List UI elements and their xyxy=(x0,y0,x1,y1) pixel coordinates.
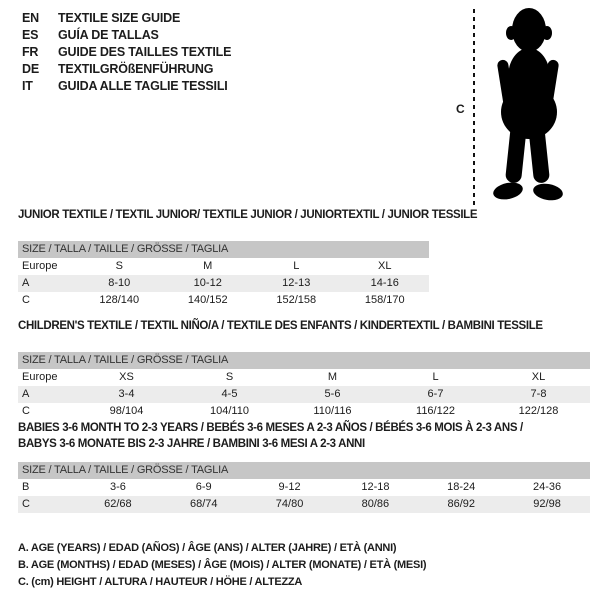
table-cell: 7-8 xyxy=(530,388,547,400)
table-cell: 80/86 xyxy=(361,498,390,510)
footnote-item: A. AGE (YEARS) / EDAD (AÑOS) / ÂGE (ANS) / ALTER (JAHRE) / ETÀ (ANNI) xyxy=(18,542,397,554)
table-title-line: BABYS 3-6 MONATE BIS 2-3 JAHRE / BAMBINI 3-6 MESI A 2-3 ANNI xyxy=(18,438,365,450)
size-table-children xyxy=(18,318,590,420)
table-cell: S xyxy=(115,260,123,272)
table-cell: 5-6 xyxy=(324,388,341,400)
language-title: TEXTILE SIZE GUIDE xyxy=(58,11,181,25)
table-cell: 18-24 xyxy=(447,481,476,493)
row-label: A xyxy=(22,388,30,400)
table-title-line: CHILDREN'S TEXTILE / TEXTIL NIÑO/A / TEXTILE DES ENFANTS / KINDERTEXTIL / BAMBINI TESSILE xyxy=(18,320,543,332)
language-title: GUIDE DES TAILLES TEXTILE xyxy=(58,45,232,59)
table-cell: S xyxy=(225,371,234,383)
table-cell: 98/104 xyxy=(109,405,144,417)
footnote-item: B. AGE (MONTHS) / EDAD (MESES) / ÂGE (MOIS) / ALTER (MONATE) / ETÀ (MESI) xyxy=(18,559,427,571)
table-cell: 74/80 xyxy=(275,498,304,510)
table-cell: 8-10 xyxy=(108,277,131,289)
table-cell: 3-4 xyxy=(118,388,135,400)
table-rows xyxy=(18,369,590,420)
table-title-line: BABIES 3-6 MONTH TO 2-3 YEARS / BEBÉS 3-6 MESES A 2-3 AÑOS / BÉBÉS 3-6 MOIS À 2-3 ANS / xyxy=(18,422,523,434)
table-row xyxy=(18,403,590,420)
table-cell: L xyxy=(432,371,439,383)
language-title: GUIDA ALLE TAGLIE TESSILI xyxy=(58,79,228,93)
row-label: C xyxy=(22,405,30,417)
table-cell: 122/128 xyxy=(518,405,559,417)
table-title xyxy=(18,207,478,223)
table-rows xyxy=(18,258,429,309)
language-row xyxy=(22,10,231,27)
table-cell: 62/68 xyxy=(104,498,132,510)
table-cell: 24-36 xyxy=(532,481,562,493)
table-row xyxy=(18,386,590,403)
toddler-silhouette-icon xyxy=(484,5,572,210)
size-table-junior xyxy=(18,207,478,309)
table-title xyxy=(18,420,590,452)
table-title-line: JUNIOR TEXTILE / TEXTIL JUNIOR/ TEXTILE JUNIOR / JUNIORTEXTIL / JUNIOR TESSILE xyxy=(18,209,478,221)
table-row xyxy=(18,369,590,386)
table-cell: L xyxy=(293,260,300,272)
size-header-bar: SIZE / TALLA / TAILLE / GRÖSSE / TAGLIA xyxy=(18,241,429,258)
size-header-bar: SIZE / TALLA / TAILLE / GRÖSSE / TAGLIA xyxy=(18,352,590,369)
language-title-list xyxy=(22,10,231,95)
footnote-list xyxy=(18,540,426,591)
height-dashed-line xyxy=(473,9,475,209)
table-cell: 128/140 xyxy=(99,294,140,306)
table-cell: 6-9 xyxy=(195,481,212,493)
table-cell: M xyxy=(327,371,338,383)
table-row xyxy=(18,496,590,513)
table-cell: XL xyxy=(531,371,546,383)
row-label: A xyxy=(22,277,30,289)
language-code: IT xyxy=(22,79,33,93)
language-row xyxy=(22,27,231,44)
row-label: B xyxy=(22,481,30,493)
language-code: EN xyxy=(22,11,39,25)
table-row xyxy=(18,275,429,292)
table-cell: 14-16 xyxy=(370,277,399,289)
table-cell: XS xyxy=(119,371,134,383)
table-rows xyxy=(18,479,590,513)
height-figure xyxy=(456,4,590,216)
table-cell: 3-6 xyxy=(109,481,126,493)
size-table-babies xyxy=(18,420,590,513)
table-row xyxy=(18,292,429,309)
table-cell: 10-12 xyxy=(193,277,222,289)
table-title xyxy=(18,318,590,334)
table-cell: 68/74 xyxy=(189,498,218,510)
table-cell: M xyxy=(203,260,213,272)
table-cell: 158/170 xyxy=(364,294,405,306)
table-cell: XL xyxy=(378,260,392,272)
row-label: Europe xyxy=(22,371,58,383)
language-row xyxy=(22,44,231,61)
row-label: C xyxy=(22,498,30,510)
language-row xyxy=(22,61,231,78)
table-cell: 86/92 xyxy=(447,498,475,510)
language-title: TEXTILGRÖßENFÜHRUNG xyxy=(58,62,214,76)
language-title: GUÍA DE TALLAS xyxy=(58,28,159,42)
footnote-item: C. (cm) HEIGHT / ALTURA / HAUTEUR / HÖHE / ALTEZZA xyxy=(18,576,303,588)
table-cell: 104/110 xyxy=(210,405,249,417)
table-row xyxy=(18,479,590,496)
table-cell: 9-12 xyxy=(278,481,301,493)
language-code: DE xyxy=(22,62,39,76)
size-header-bar: SIZE / TALLA / TAILLE / GRÖSSE / TAGLIA xyxy=(18,462,590,479)
table-row xyxy=(18,258,429,275)
table-cell: 116/122 xyxy=(416,405,455,417)
height-c-label: C xyxy=(456,102,465,116)
row-label: Europe xyxy=(22,260,58,272)
table-cell: 4-5 xyxy=(221,388,238,400)
table-cell: 12-13 xyxy=(282,277,311,289)
table-cell: 110/116 xyxy=(313,405,352,417)
table-cell: 92/98 xyxy=(533,498,561,510)
table-cell: 152/158 xyxy=(276,294,317,306)
table-cell: 140/152 xyxy=(187,294,228,306)
language-row xyxy=(22,78,231,95)
table-cell: 12-18 xyxy=(361,481,390,493)
language-code: ES xyxy=(22,28,39,42)
row-label: C xyxy=(22,294,30,306)
language-code: FR xyxy=(22,45,39,59)
table-cell: 6-7 xyxy=(427,388,444,400)
